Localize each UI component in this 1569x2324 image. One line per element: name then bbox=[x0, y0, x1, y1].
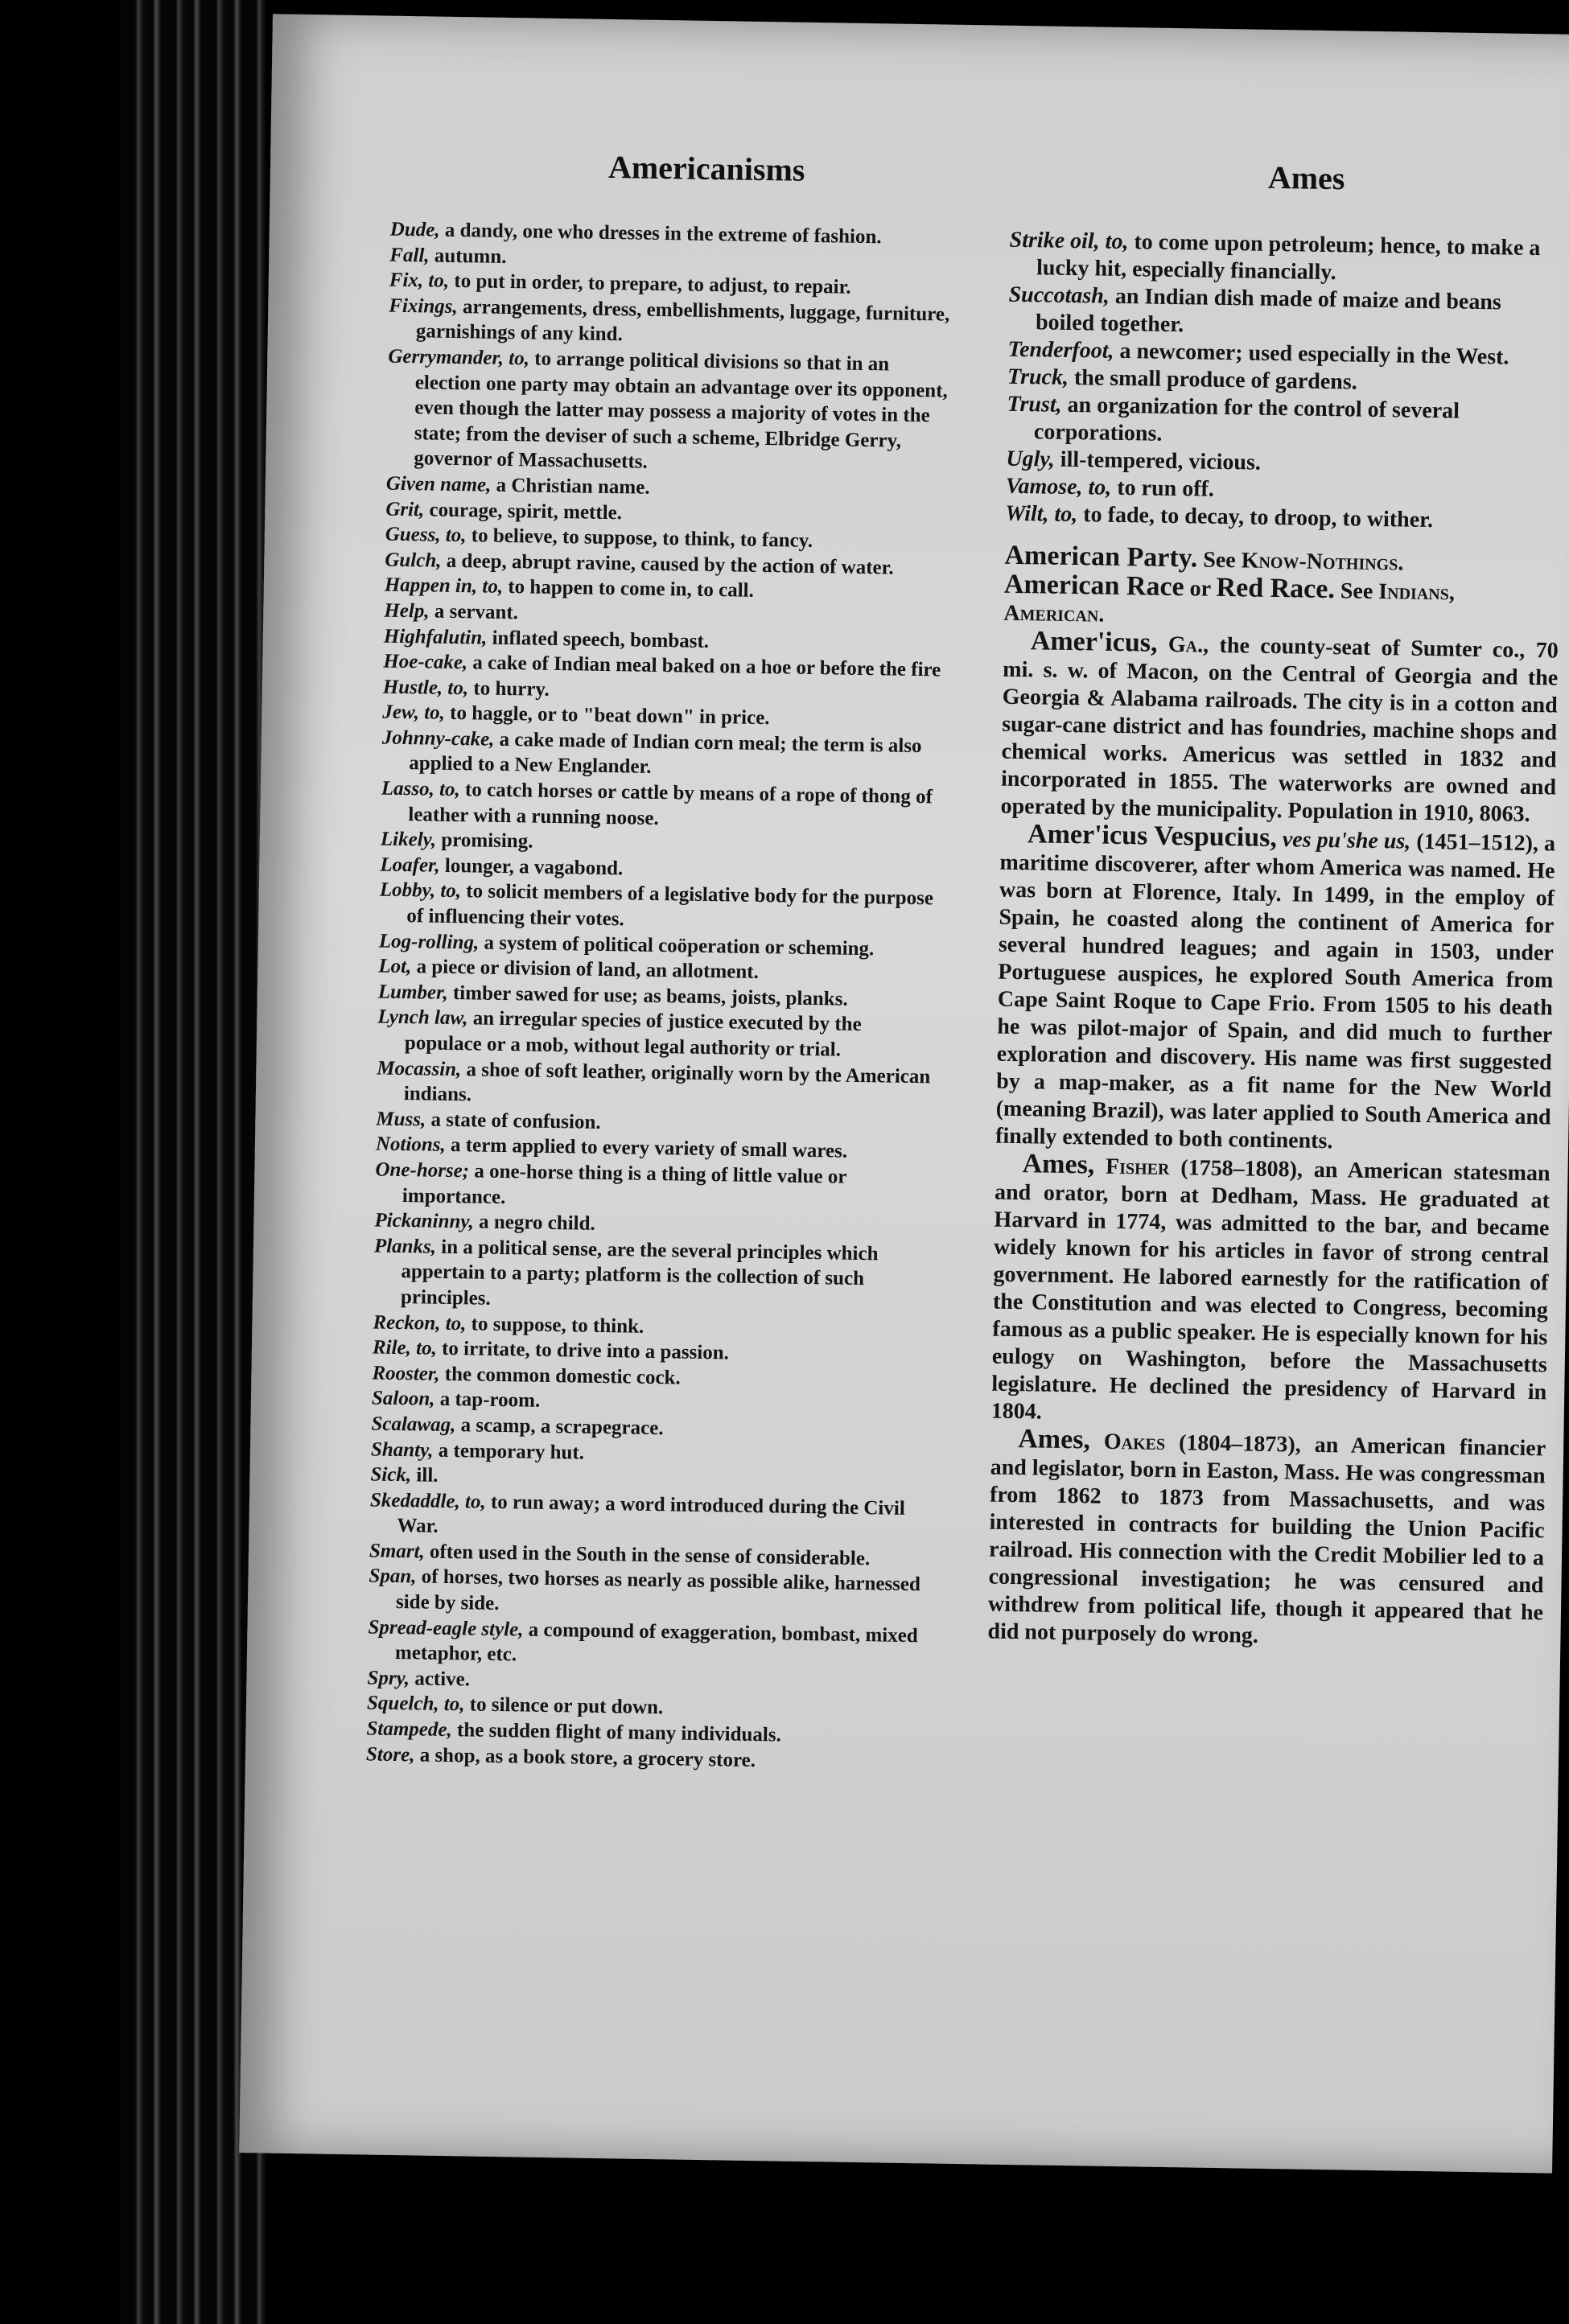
glossary-term: Lot, bbox=[378, 955, 412, 978]
glossary-term: Shanty, bbox=[370, 1438, 434, 1462]
article-americus bbox=[1000, 627, 1559, 829]
glossary-definition: to hurry. bbox=[467, 677, 550, 701]
glossary-term: Scalawag, bbox=[371, 1413, 456, 1437]
glossary-definition: a shoe of soft leather, originally worn by the American indians. bbox=[403, 1058, 931, 1106]
glossary-definition: active. bbox=[409, 1668, 471, 1691]
glossary-term: Johnny-cake, bbox=[381, 726, 495, 751]
glossary-definition: a tap-room. bbox=[434, 1388, 541, 1413]
glossary-definition: a piece or division of land, an allotment. bbox=[411, 956, 760, 984]
glossary-definition: to put in order, to prepare, to adjust, to repair. bbox=[448, 270, 851, 298]
glossary-term: Stampede, bbox=[366, 1717, 452, 1742]
glossary-definition: to silence or put down. bbox=[464, 1693, 664, 1719]
article-body: the county-seat of Sumter co., 70 mi. s. w. of Macon, on the Central of Georgia and the Georgia & Alabama railroads. The city is in a cotton and sugar-cane district and has foundries, machine shops and chemical works. Americus was settled in 1832 and incorporated in 1855. The waterworks are owned and operated by the municipality. Population in 1910, 8063. bbox=[1000, 632, 1559, 828]
glossary-definition: the common domestic cock. bbox=[439, 1363, 681, 1389]
glossary-entry bbox=[373, 1233, 937, 1318]
article-ames-fisher bbox=[991, 1150, 1550, 1434]
glossary-term: Lasso, to, bbox=[381, 777, 461, 801]
article-americus-vespucius bbox=[995, 821, 1555, 1159]
glossary-definition: a negro child. bbox=[473, 1211, 595, 1235]
glossary-term: Fall, bbox=[389, 244, 430, 267]
glossary-term: Saloon, bbox=[371, 1387, 435, 1411]
article-ames-oakes bbox=[987, 1425, 1546, 1655]
xref-text: or bbox=[1184, 576, 1217, 602]
article-subhead: Fisher bbox=[1094, 1154, 1170, 1181]
glossary-term: Pickaninny, bbox=[374, 1209, 475, 1233]
glossary-definition: autumn. bbox=[429, 245, 507, 268]
article-pronunciation: ves pu'she us, bbox=[1276, 827, 1411, 854]
glossary-term: Gerrymander, to, bbox=[388, 345, 530, 370]
glossary-definition: a cake of Indian meal baked on a hoe or before the fire bbox=[467, 652, 941, 681]
glossary-definition: a cake made of Indian corn meal; the term is also applied to a New Englander. bbox=[409, 728, 922, 779]
glossary-definition: a compound of exaggeration, bombast, mixed metaphor, etc. bbox=[394, 1619, 918, 1666]
glossary-term: Help, bbox=[384, 599, 430, 623]
glossary-definition: a dandy, one who dresses in the extreme of fashion. bbox=[439, 219, 882, 249]
glossary-term: Lumber, bbox=[377, 981, 448, 1004]
glossary-definition: to believe, to suppose, to think, to fancy. bbox=[466, 524, 813, 553]
glossary-term: Trust, bbox=[1007, 391, 1062, 417]
glossary-term: Ugly, bbox=[1006, 446, 1056, 472]
article-subhead: Oakes bbox=[1089, 1429, 1166, 1455]
glossary-term: Grit, bbox=[385, 498, 425, 520]
article-headword: Ames, bbox=[1022, 1149, 1095, 1180]
glossary-term: Tenderfoot, bbox=[1007, 336, 1114, 364]
glossary-term: Rooster, bbox=[372, 1362, 440, 1385]
glossary-entry bbox=[377, 1055, 941, 1115]
glossary-definition: in a political sense, are the several principles which appertain to a party; platform is the collection of such principles. bbox=[400, 1236, 879, 1310]
glossary-entry bbox=[379, 878, 943, 937]
glossary-definition: an organization for the control of several corporations. bbox=[1033, 392, 1460, 446]
glossary-definition: promising. bbox=[435, 829, 533, 853]
glossary-definition: arrangements, dress, embellishments, luggage, furniture, garnishings of any kind. bbox=[415, 295, 950, 346]
glossary-definition: often used in the South in the sense of considerable. bbox=[424, 1540, 871, 1570]
glossary-entry bbox=[1008, 282, 1564, 345]
glossary-definition: to run away; a word introduced during the Civil War. bbox=[397, 1491, 905, 1538]
glossary-definition: ill-tempered, vicious. bbox=[1054, 446, 1262, 475]
glossary-definition: a state of confusion. bbox=[426, 1109, 601, 1133]
glossary-term: Fixings, bbox=[389, 294, 458, 318]
glossary-definition: timber sawed for use; as beams, joists, planks. bbox=[447, 981, 848, 1010]
glossary-term: Jew, to, bbox=[382, 701, 446, 725]
article-headword: Amer'icus, bbox=[1030, 626, 1158, 658]
glossary-definition: an irregular species of justice executed by the populace or a mob, without legal authority or trial. bbox=[404, 1007, 862, 1061]
glossary-term: One-horse; bbox=[375, 1158, 470, 1183]
article-body: (1451–1512), a maritime discoverer, after whom America was named. He was born at Florence, Italy. In 1499, in the employ of Spain, he coasted along the continent of America for several hundred leagues; and again in 1503, under Portuguese auspices, he explored South America from Cape Saint Roque to Cape Frio. From 1505 to his death he was pilot-major of Spain, and did much to further exploration and discovery. His name was first suggested by a map-maker, as a fit name for the New World (meaning Brazil), was later applied to South America and finally extended to both continents. bbox=[995, 829, 1556, 1154]
article-body: (1758–1808), an American statesman and orator, born at Dedham, Mass. He graduated at Harvard in 1774, was admitted to the bar, and became widely known for his articles in favor of strong central government. He labored earnestly for the ratification of the Constitution and was elected to Congress, becoming famous as a public speaker. He is especially known for his eulogy on Washington, before the Massachusetts legislature. He declined the presidency of Harvard in 1804. bbox=[990, 1155, 1550, 1425]
glossary-term: Planks, bbox=[373, 1235, 437, 1258]
glossary-term: Loafer, bbox=[380, 854, 440, 877]
glossary-term: Happen in, to, bbox=[384, 574, 504, 598]
glossary-term: Skedaddle, to, bbox=[369, 1489, 486, 1513]
glossary-definition: to run off. bbox=[1111, 475, 1215, 502]
article-subhead: Ga., bbox=[1157, 631, 1209, 658]
xref-text: See bbox=[1334, 578, 1379, 605]
glossary-term: Succotash, bbox=[1008, 282, 1110, 309]
glossary-definition: to happen to come in, to call. bbox=[502, 576, 755, 603]
glossary-term: Mocassin, bbox=[377, 1057, 462, 1080]
glossary-definition: a one-horse thing is a thing of little value or importance. bbox=[402, 1160, 847, 1208]
glossary-definition: ill. bbox=[410, 1464, 439, 1487]
glossary-definition: to catch horses or cattle by means of a rope of thong of leather with a running noose. bbox=[408, 779, 933, 829]
glossary-term: Spread-eagle style, bbox=[368, 1616, 524, 1641]
glossary-term: Likely, bbox=[380, 828, 437, 851]
glossary-entry bbox=[389, 293, 953, 352]
glossary-definition: to suppose, to think. bbox=[466, 1312, 644, 1338]
glossary-term: Log-rolling, bbox=[378, 930, 480, 954]
xref-name: American Party. bbox=[1004, 540, 1198, 574]
glossary-definition: a term applied to every variety of small wares. bbox=[445, 1134, 848, 1163]
running-header-left: Americanisms bbox=[607, 148, 805, 188]
glossary-definition: a scamp, a scrapegrace. bbox=[455, 1414, 664, 1440]
glossary-entry bbox=[368, 1614, 932, 1674]
glossary-definition: a Christian name. bbox=[491, 474, 650, 499]
glossary-term: Fix, to, bbox=[389, 269, 450, 293]
article-body: (1804–1873), an American financier and legislator, born in Easton, Mass. He was congressman from 1862 to 1873 from Massachusetts, and was interested in contracts for building the Union Pacific railroad. His connection with the Credit Mobilier led to a congressional investigation; he was censured and withdrew from political life, though it appeared that he did not purposely do wrong. bbox=[987, 1429, 1546, 1648]
running-header-right: Ames bbox=[1267, 158, 1345, 197]
xref-target: Know-Nothings. bbox=[1241, 548, 1404, 576]
glossary-term: Highfalutin, bbox=[383, 625, 488, 649]
glossary-definition: the small produce of gardens. bbox=[1068, 364, 1358, 395]
glossary-definition: an Indian dish made of maize and beans boiled together. bbox=[1035, 283, 1502, 338]
article-headword: Amer'icus Vespucius, bbox=[1027, 819, 1278, 854]
glossary-term: Wilt, to, bbox=[1005, 500, 1078, 528]
xref-name-2: Red Race. bbox=[1216, 572, 1336, 605]
glossary-definition: courage, spirit, mettle. bbox=[424, 498, 623, 524]
glossary-term: Truck, bbox=[1007, 364, 1069, 390]
glossary-entry bbox=[1007, 391, 1563, 455]
glossary-term: Vamose, to, bbox=[1005, 473, 1112, 500]
glossary-definition: a shop, as a book store, a grocery store. bbox=[414, 1744, 756, 1771]
glossary-definition: the sudden flight of many individuals. bbox=[451, 1719, 782, 1746]
glossary-entry bbox=[1009, 227, 1565, 290]
glossary-definition: a servant. bbox=[429, 600, 519, 624]
glossary-term: Lynch law, bbox=[377, 1006, 468, 1030]
glossary-definition: to haggle, or to "beat down" in price. bbox=[444, 702, 770, 730]
left-column bbox=[366, 217, 953, 1776]
glossary-definition: a system of political coöperation or scheming. bbox=[479, 932, 875, 960]
glossary-definition: lounger, a vagabond. bbox=[439, 854, 624, 880]
glossary-entry bbox=[386, 344, 951, 480]
glossary-term: Hustle, to, bbox=[382, 676, 469, 699]
glossary-entry bbox=[369, 1487, 933, 1547]
right-column bbox=[987, 227, 1565, 1655]
glossary-definition: a temporary hut. bbox=[433, 1439, 585, 1464]
glossary-definition: to irritate, to drive into a passion. bbox=[436, 1337, 730, 1364]
glossary-term: Sick, bbox=[370, 1463, 412, 1487]
glossary-term: Dude, bbox=[389, 218, 440, 241]
glossary-entry bbox=[369, 1564, 933, 1623]
article-headword: Ames, bbox=[1017, 1424, 1091, 1455]
glossary-term: Lobby, to, bbox=[379, 879, 462, 903]
glossary-entry bbox=[375, 1157, 939, 1216]
glossary-term: Guess, to, bbox=[385, 523, 467, 547]
glossary-term: Spry, bbox=[367, 1667, 410, 1690]
glossary-term: Gulch, bbox=[385, 549, 442, 572]
book-page bbox=[239, 14, 1569, 2173]
glossary-term: Hoe-cake, bbox=[383, 650, 468, 674]
glossary-definition: to solicit members of a legislative body for the purpose of influencing their votes. bbox=[406, 880, 934, 931]
glossary-definition: a newcomer; used especially in the West. bbox=[1114, 338, 1509, 370]
glossary-term: Muss, bbox=[376, 1108, 426, 1131]
glossary-term: Squelch, to, bbox=[366, 1692, 465, 1716]
xref-name: American Race bbox=[1003, 569, 1184, 603]
glossary-definition: to come upon petroleum; hence, to make a lucky hit, especially financially. bbox=[1036, 229, 1541, 286]
glossary-definition: to fade, to decay, to droop, to wither. bbox=[1077, 502, 1434, 533]
glossary-entry bbox=[377, 1005, 941, 1064]
glossary-term: Rile, to, bbox=[372, 1336, 438, 1359]
glossary-term: Reckon, to, bbox=[373, 1311, 467, 1335]
glossary-term: Span, bbox=[369, 1565, 417, 1588]
glossary-term: Strike oil, to, bbox=[1009, 227, 1129, 255]
glossary-definition: inflated speech, bombast. bbox=[487, 627, 710, 652]
xref-target: Indians, American. bbox=[1003, 579, 1456, 627]
glossary-definition: a deep, abrupt ravine, caused by the action of water. bbox=[441, 549, 894, 579]
glossary-entry bbox=[381, 725, 945, 784]
glossary-term: Store, bbox=[365, 1743, 415, 1767]
glossary-term: Smart, bbox=[369, 1540, 425, 1563]
xref-text: See bbox=[1197, 547, 1242, 574]
glossary-definition: of horses, two horses as nearly as possible alike, harnessed side by side. bbox=[395, 1565, 921, 1615]
glossary-term: Notions, bbox=[375, 1133, 446, 1157]
americanisms-continued bbox=[1005, 227, 1565, 537]
glossary-definition: to arrange political divisions so that in an election one party may obtain an advantage over its opponent, even though the latter may possess a majority of votes in the state; from the deviser of such a scheme, Elbridge Gerry, governor of Massachusetts. bbox=[414, 348, 949, 474]
glossary-entry bbox=[381, 776, 945, 836]
glossary-term: Given name, bbox=[385, 472, 492, 496]
